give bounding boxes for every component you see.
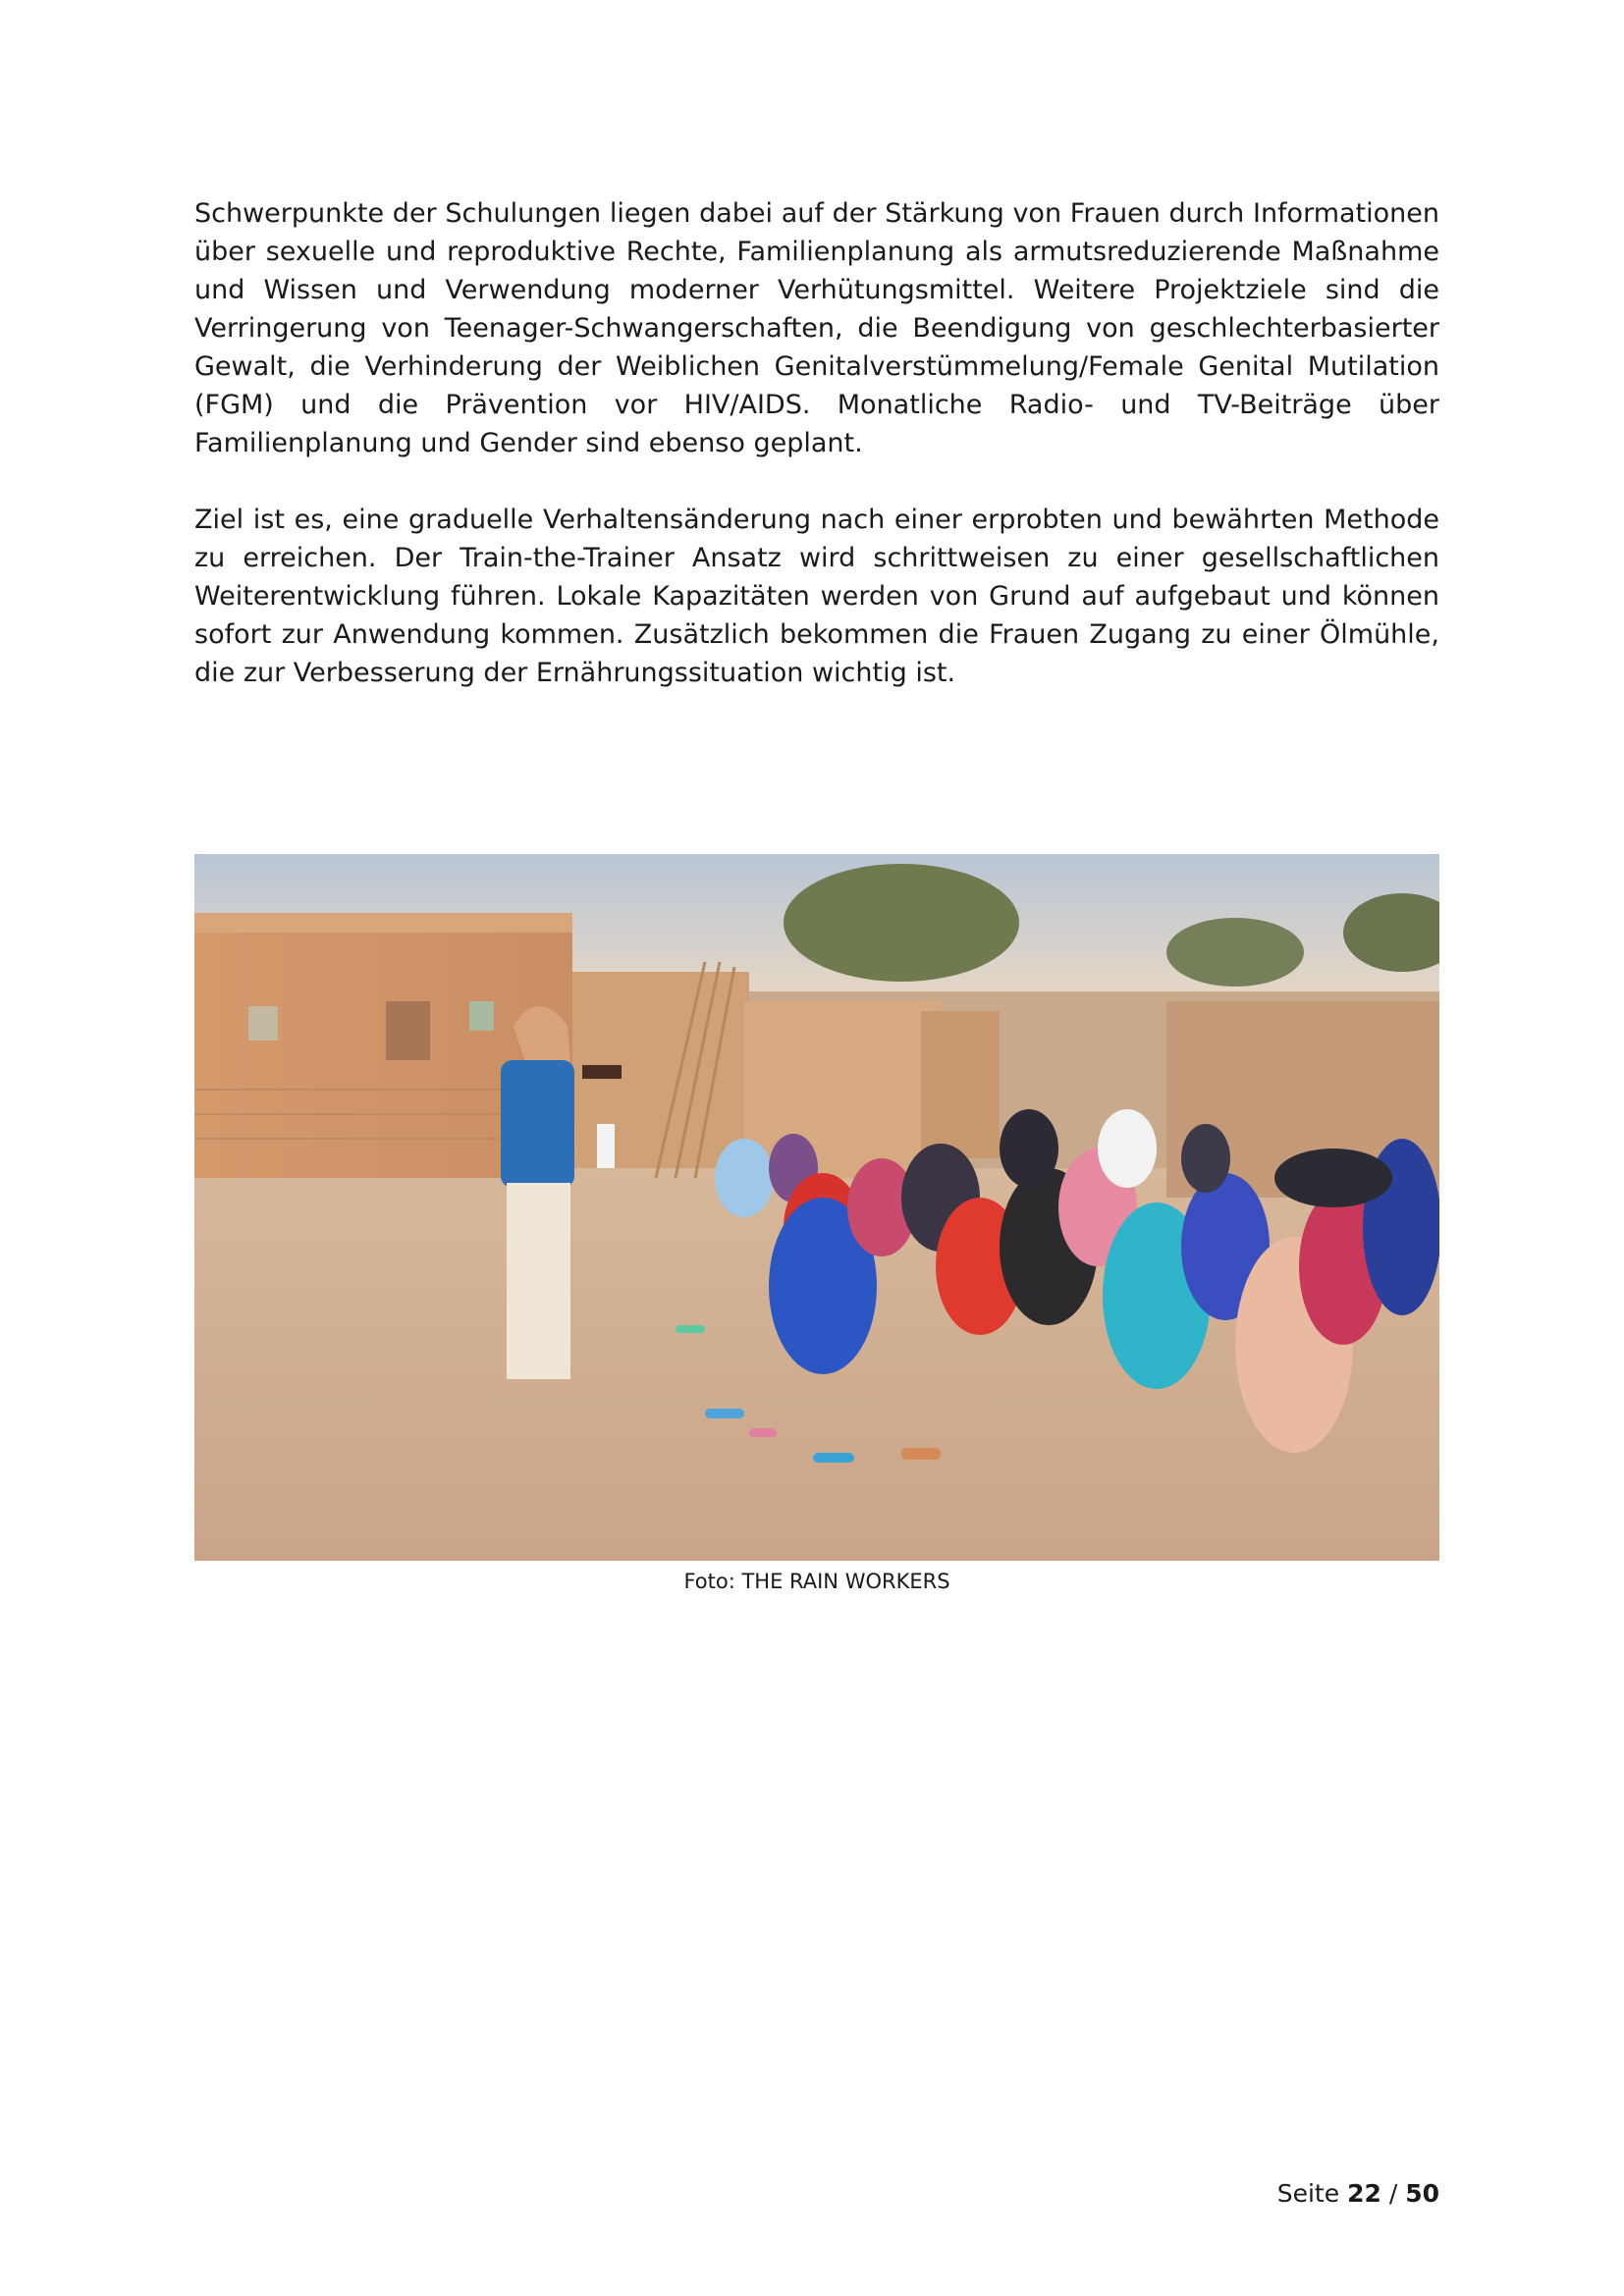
current-page-number: 22 (1347, 2179, 1381, 2208)
body-paragraph-2: Ziel ist es, eine graduelle Verhaltensänderung nach einer erprobten und bewährten Methode zu erreichen. Der Train-the-Trainer Ansatz wird schrittweisen zu einer gesellschaftlichen Weiterentwicklung führen. Lokale Kapazitäten werden von Grund auf aufgebaut und können sofort zur Anwendung kommen. Zusätzlich bekommen die Frauen Zugang zu einer Ölmühle, die zur Verbesserung der Ernährungssituation wichtig ist. (194, 505, 1439, 688)
page-separator: / (1388, 2179, 1398, 2208)
page-number (1277, 2177, 1439, 2211)
photo-caption: Foto: THE RAIN WORKERS (683, 1570, 950, 1593)
total-pages-number: 50 (1405, 2179, 1439, 2208)
page-label: Seite (1276, 2179, 1340, 2208)
body-paragraph-1: Schwerpunkte der Schulungen liegen dabei auf der Stärkung von Frauen durch Informationen über sexuelle und reproduktive Rechte, Familienplanung als armutsreduzierende Maßnahme und Wissen und Verwendung moderner Verhütungsmittel. Weitere Projektziele sind die Verringerung von Teenager-Schwangerschaften, die Beendigung von geschlechterbasierter Gewalt, die Verhinderung der Weiblichen Genitalverstümmelung/Female Genital Mutilation (FGM) und die Prävention vor HIV/AIDS. Monatliche Radio- und TV-Beiträge über Familienplanung und Gender sind ebenso geplant. (194, 198, 1439, 458)
photo-women-training-session (194, 854, 1439, 1561)
